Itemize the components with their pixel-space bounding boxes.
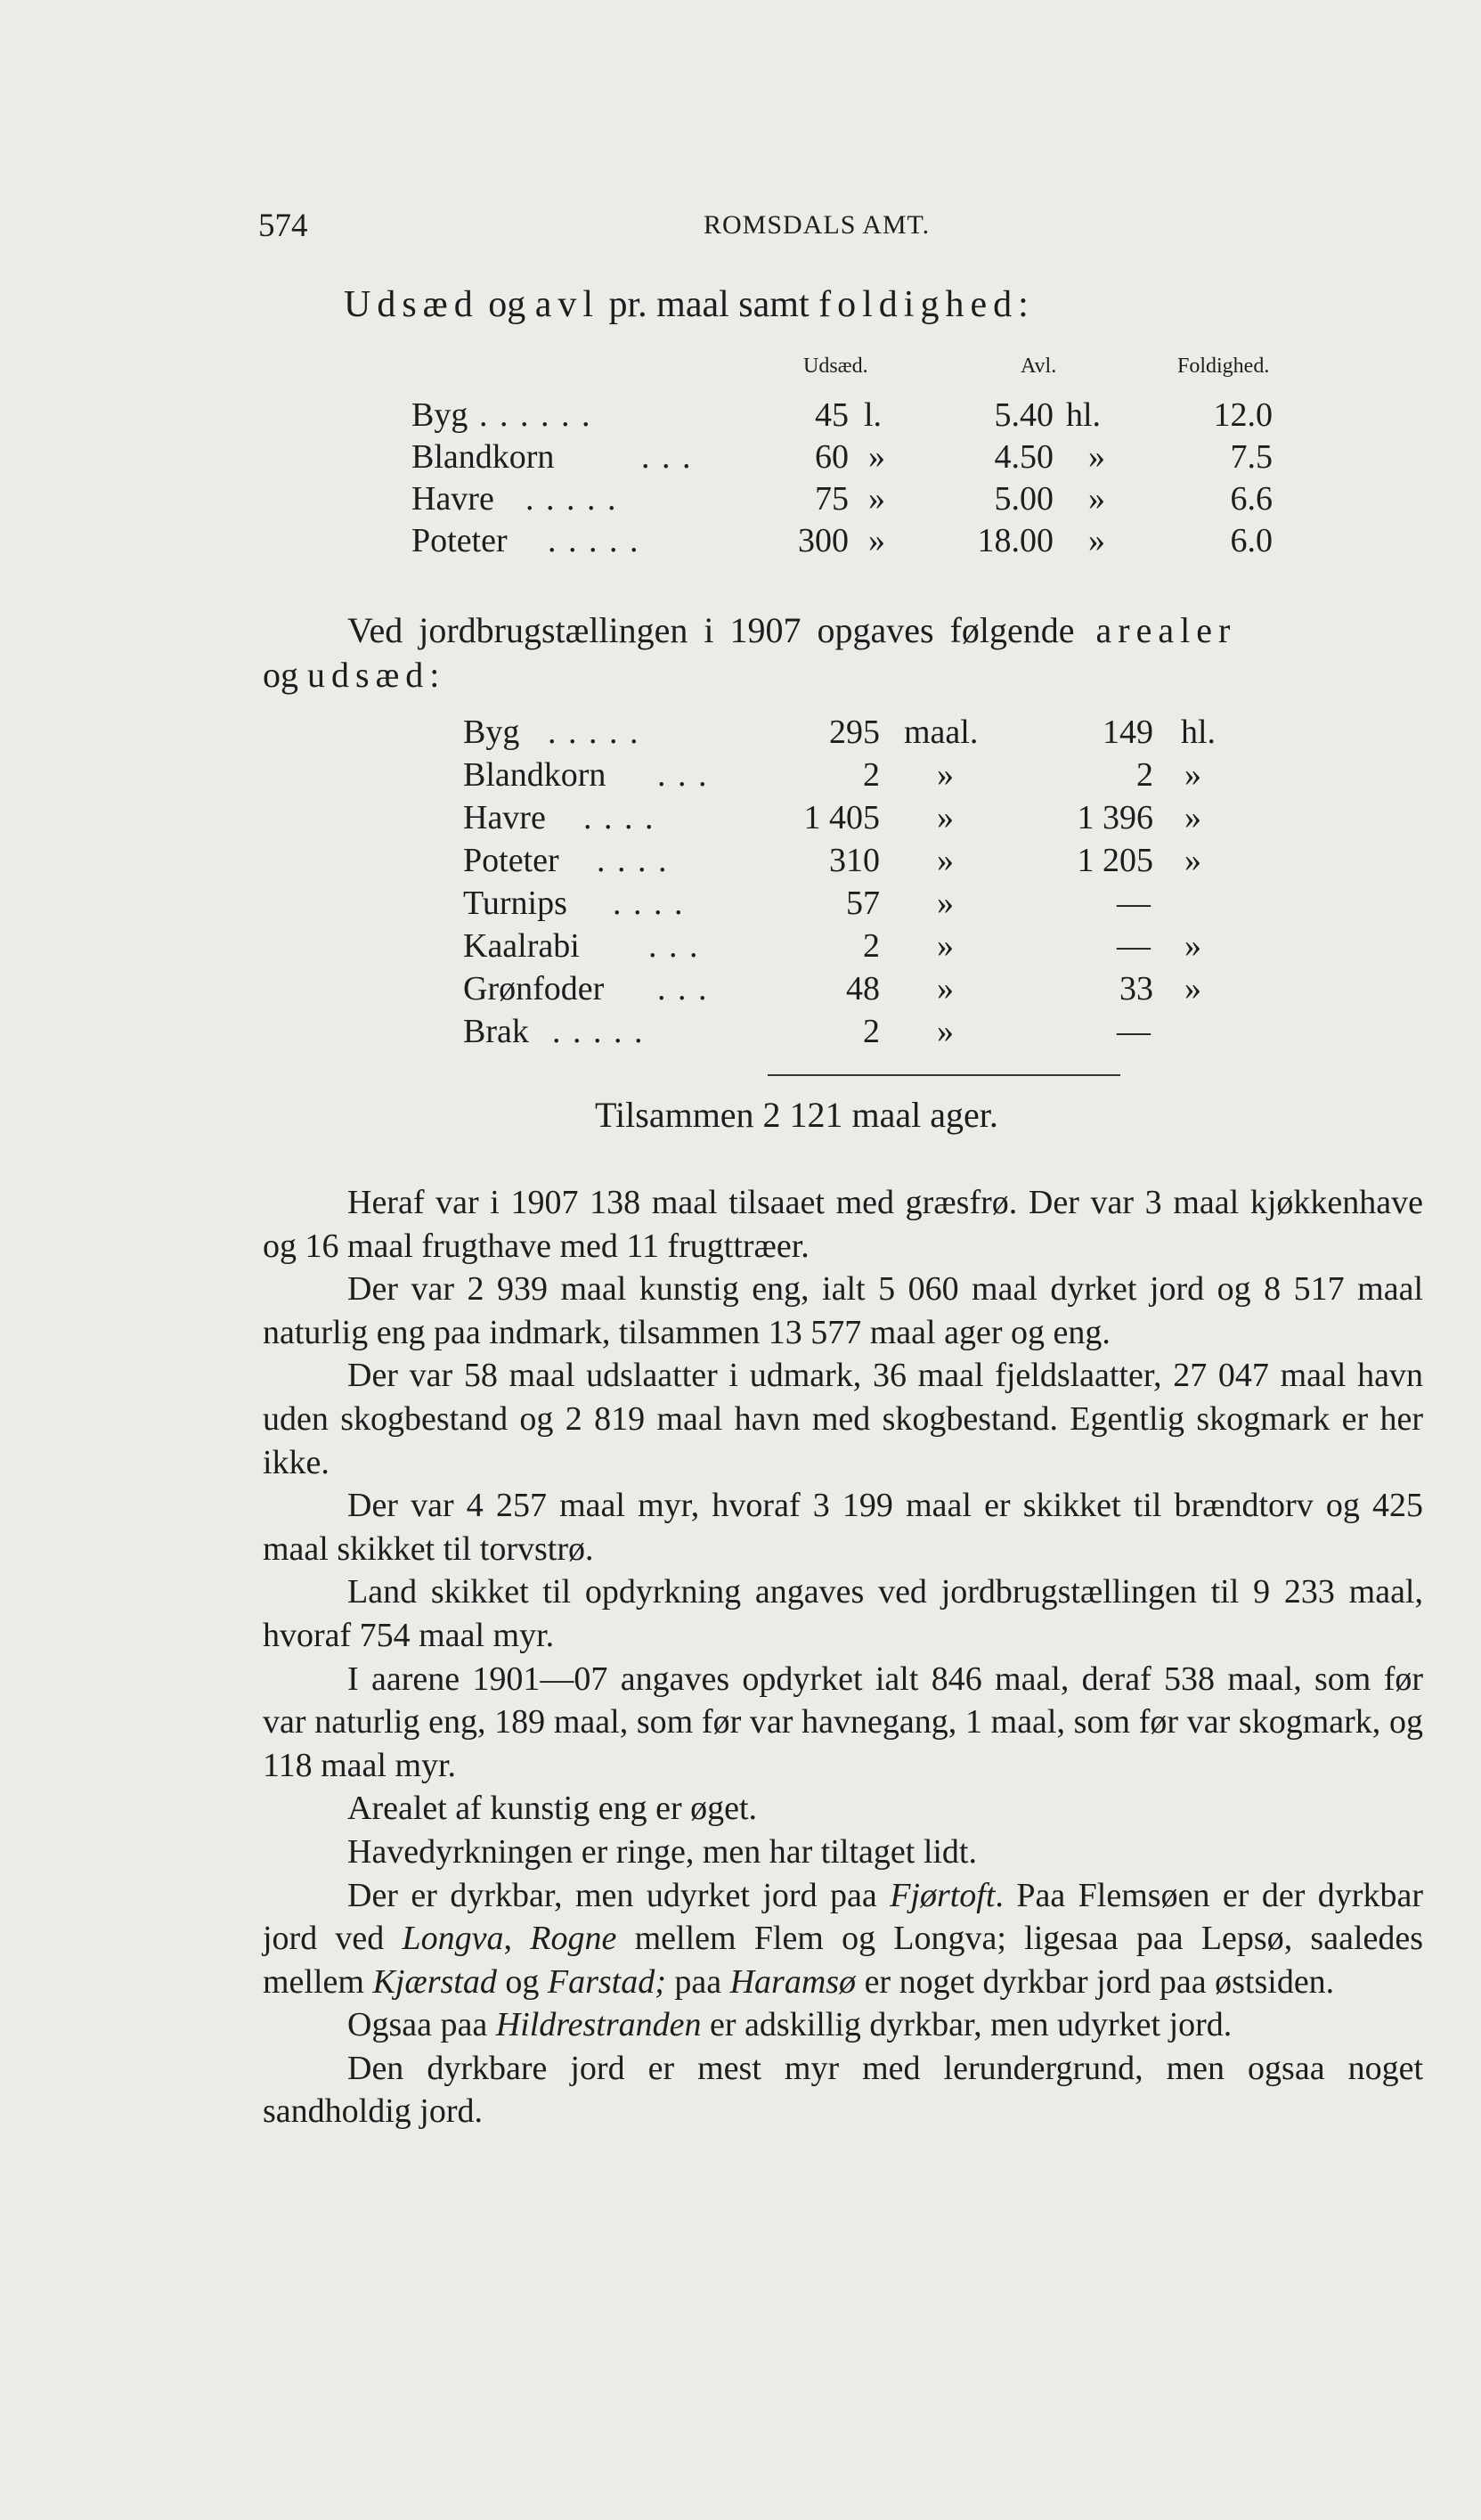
section1-heading xyxy=(344,283,1035,326)
table2-row: Havre . . . . 1 405 » 1 396 » xyxy=(463,799,1201,836)
section2-intro-line2 xyxy=(263,654,445,696)
fold-value: 12.0 xyxy=(1213,396,1273,434)
text-run: Der er dyrkbar, men udyrket jord paa xyxy=(347,1876,891,1914)
paragraph: Heraf var i 1907 138 maal tilsaaet med græsfrø. Der var 3 maal kjøkkenhave og 16 maal frugthave med 11 frugttræer. xyxy=(263,1184,1423,1265)
table1-row: Blandkorn . . . 60 » 4.50 » 7.5 xyxy=(411,438,1273,476)
seed-value: — xyxy=(1117,885,1151,922)
text-run: og xyxy=(496,1962,548,2001)
crop-name: Turnips xyxy=(463,885,567,922)
avl-value: 4.50 xyxy=(994,438,1054,476)
area-value: 310 xyxy=(829,842,880,879)
crop-name: Kaalrabi xyxy=(463,927,580,965)
seed-unit: » xyxy=(1184,799,1201,836)
seed-value: 149 xyxy=(1103,714,1153,751)
avl-value: 5.40 xyxy=(994,396,1054,434)
page-number: 574 xyxy=(258,208,308,244)
seed-value: — xyxy=(1117,1013,1151,1050)
table1-row: Havre . . . . . 75 » 5.00 » 6.6 xyxy=(411,480,1273,518)
paragraph-places xyxy=(263,1874,1423,2004)
crop-name: Byg xyxy=(411,396,468,434)
area-value: 2 xyxy=(863,756,880,794)
text-run: Ogsaa paa xyxy=(347,2006,496,2044)
area-unit: » xyxy=(937,756,954,794)
text-run: er noget dyrkbar jord paa østsiden. xyxy=(856,1962,1335,2001)
intro-text: Ved jordbrugstællingen i 1907 opgaves følgende xyxy=(347,610,1075,650)
col-header-foldighed: Foldighed. xyxy=(1177,355,1270,378)
area-unit: » xyxy=(937,799,954,836)
avl-unit: » xyxy=(1088,480,1105,518)
place-farstad: Farstad; xyxy=(547,1962,666,2001)
fold-value: 6.6 xyxy=(1230,480,1273,518)
udsaed-value: 60 xyxy=(815,438,849,476)
seed-value: 33 xyxy=(1119,970,1153,1007)
sum-rule xyxy=(768,1074,1120,1076)
udsaed-value: 300 xyxy=(798,522,849,559)
seed-value: — xyxy=(1117,927,1151,965)
udsaed-unit: » xyxy=(868,438,885,476)
place-fjortoft: Fjørtoft xyxy=(890,1876,996,1914)
running-head: ROMSDALS AMT. xyxy=(704,210,931,240)
seed-unit: » xyxy=(1184,970,1201,1007)
udsaed-unit: » xyxy=(868,522,885,559)
place-rogne: Rogne xyxy=(530,1920,617,1958)
crop-name: Blandkorn xyxy=(411,438,555,476)
paragraph: Der var 2 939 maal kunstig eng, ialt 5 060 maal dyrket jord og 8 517 maal naturlig eng paa indmark, tilsammen 13 577 maal ager og eng. xyxy=(263,1270,1423,1351)
fold-value: 7.5 xyxy=(1230,438,1273,476)
paragraph: Arealet af kunstig eng er øget. xyxy=(347,1790,758,1828)
table2-row: Turnips . . . . 57 » — xyxy=(463,885,1151,922)
seed-value: 1 205 xyxy=(1077,842,1153,879)
text-run: , xyxy=(503,1920,531,1958)
place-hildrestranden: Hildrestranden xyxy=(495,2006,702,2044)
crop-name: Poteter xyxy=(411,522,508,559)
text-run: . Paa Flemsøen er der dyrkbar jord ved xyxy=(263,1876,1423,1958)
avl-unit: » xyxy=(1088,438,1105,476)
paragraph: I aarene 1901—07 angaves opdyrket ialt 846 maal, deraf 538 maal, som før var naturlig eng, 189 maal, som før var havnegang, 1 maal, som før var skogmark, og 118 maal myr. xyxy=(263,1660,1423,1784)
seed-unit: » xyxy=(1184,756,1201,794)
area-unit: » xyxy=(937,842,954,879)
area-unit: » xyxy=(937,885,954,922)
crop-name: Poteter xyxy=(463,842,559,879)
crop-name: Brak xyxy=(463,1013,529,1050)
area-value: 48 xyxy=(846,970,880,1007)
udsaed-unit: » xyxy=(868,480,885,518)
table1-row: Poteter . . . . . 300 » 18.00 » 6.0 xyxy=(411,522,1273,559)
avl-unit: hl. xyxy=(1066,396,1102,434)
table2-row: Kaalrabi . . . 2 » — » xyxy=(463,927,1201,965)
crop-name: Havre xyxy=(463,799,546,836)
col-header-avl: Avl. xyxy=(1021,355,1057,378)
table2-row: Poteter . . . . 310 » 1 205 » xyxy=(463,842,1201,879)
area-unit: » xyxy=(937,1013,954,1050)
intro-og: og xyxy=(263,655,298,695)
total-line: Tilsammen 2 121 maal ager. xyxy=(595,1095,998,1135)
table2-row: Grønfoder . . . 48 » 33 » xyxy=(463,970,1201,1007)
intro-arealer: arealer xyxy=(1095,610,1237,650)
avl-value: 18.00 xyxy=(977,522,1054,559)
udsaed-unit: l. xyxy=(864,396,883,434)
heading-pr-maal: pr. maal samt xyxy=(599,284,819,325)
intro-udsaed: udsæd: xyxy=(307,655,446,695)
seed-unit: » xyxy=(1184,927,1201,965)
paragraph: Land skikket til opdyrkning angaves ved jordbrugstællingen til 9 233 maal, hvoraf 754 maal myr. xyxy=(263,1573,1423,1654)
area-unit: » xyxy=(937,970,954,1007)
avl-value: 5.00 xyxy=(994,480,1054,518)
heading-avl: avl xyxy=(534,284,600,325)
heading-foldighed: foldighed: xyxy=(818,284,1035,325)
udsaed-value: 45 xyxy=(815,396,849,434)
avl-unit: » xyxy=(1088,522,1105,559)
paragraph: Der var 4 257 maal myr, hvoraf 3 199 maal er skikket til brændtorv og 425 maal skikket til torvstrø. xyxy=(263,1487,1423,1568)
crop-name: Blandkorn xyxy=(463,756,606,794)
crop-name: Havre xyxy=(411,480,494,518)
udsaed-value: 75 xyxy=(815,480,849,518)
crop-name: Byg xyxy=(463,714,520,751)
place-longva: Longva xyxy=(402,1920,504,1958)
seed-unit: hl. xyxy=(1181,714,1217,751)
area-unit: » xyxy=(937,927,954,965)
paragraph-hildrestranden xyxy=(263,2003,1423,2047)
body-text xyxy=(263,1181,1423,2133)
paragraph: Den dyrkbare jord er mest myr med lerundergrund, men ogsaa noget sandholdig jord. xyxy=(263,2049,1423,2131)
text-run: paa xyxy=(665,1962,730,2001)
fold-value: 6.0 xyxy=(1230,522,1273,559)
paragraph: Der var 58 maal udslaatter i udmark, 36 maal fjeldslaatter, 27 047 maal havn uden skogbestand og 2 819 maal havn med skogbestand. Egentlig skogmark er her ikke. xyxy=(263,1357,1423,1481)
area-value: 295 xyxy=(829,714,880,751)
table2-row: Blandkorn . . . 2 » 2 » xyxy=(463,756,1201,794)
heading-og: og xyxy=(478,284,535,325)
text-run: er adskillig dyrkbar, men udyrket jord. xyxy=(701,2006,1233,2044)
table2-row: Byg . . . . . 295 maal. 149 hl. xyxy=(463,714,1217,751)
area-value: 1 405 xyxy=(803,799,880,836)
area-unit: maal. xyxy=(904,714,979,751)
area-value: 2 xyxy=(863,1013,880,1050)
table2-row: Brak . . . . . 2 » — xyxy=(463,1013,1151,1050)
seed-value: 2 xyxy=(1136,756,1153,794)
seed-value: 1 396 xyxy=(1077,799,1153,836)
area-value: 2 xyxy=(863,927,880,965)
place-kjaerstad: Kjærstad xyxy=(372,1962,497,2001)
crop-name: Grønfoder xyxy=(463,970,605,1007)
col-header-udsaed: Udsæd. xyxy=(803,355,868,378)
heading-udsaed: Udsæd xyxy=(344,284,479,325)
paragraph: Havedyrkningen er ringe, men har tiltaget lidt. xyxy=(347,1832,977,1871)
section2-intro-line1 xyxy=(263,609,1236,651)
place-haramso: Haramsø xyxy=(729,1962,857,2001)
seed-unit: » xyxy=(1184,842,1201,879)
text-run: mellem Flem og Longva; ligesaa paa Lepsø, saaledes mellem xyxy=(263,1920,1424,2001)
area-value: 57 xyxy=(846,885,880,922)
table1-row: Byg . . . . . . 45 l. 5.40 hl. 12.0 xyxy=(411,396,1273,434)
